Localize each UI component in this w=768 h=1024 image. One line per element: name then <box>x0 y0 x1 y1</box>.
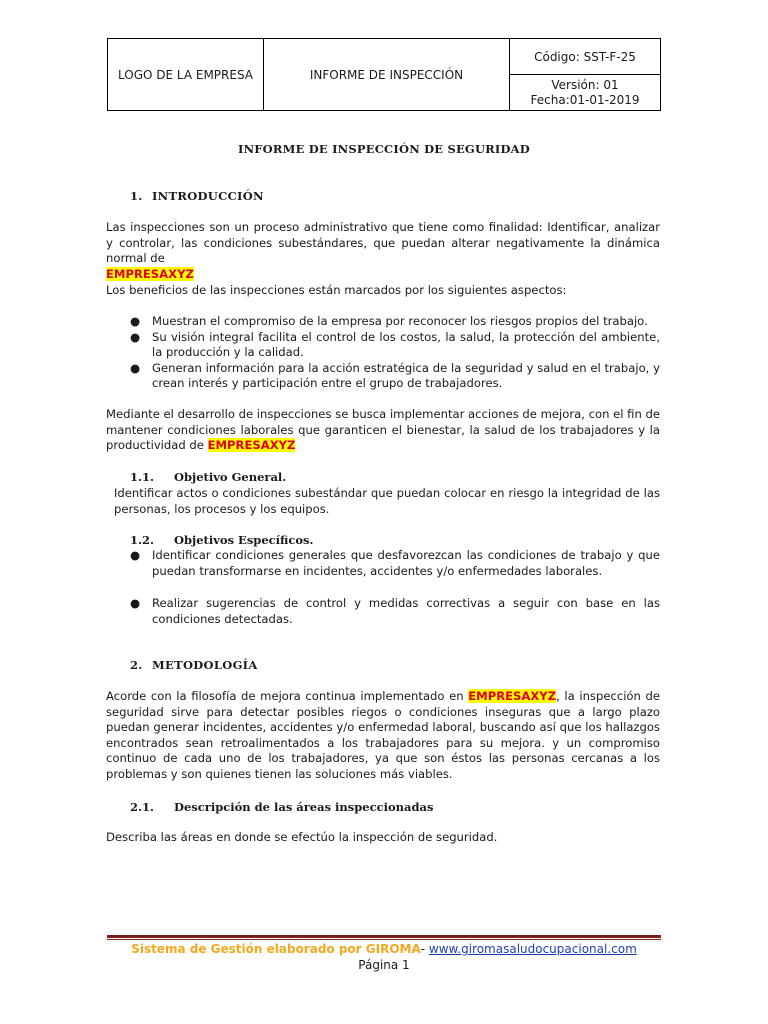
specific-objectives-list <box>130 548 660 579</box>
areas-description-text: Describa las áreas en donde se efectúo la inspección de seguridad. <box>106 830 498 844</box>
subsection-2-1-heading <box>130 800 433 814</box>
benefits-list <box>130 314 660 392</box>
header-table <box>107 38 661 111</box>
subsection-1-2-heading <box>130 533 314 547</box>
list-item-text: Identificar condiciones generales que desfavorezcan las condiciones de trabajo y que puedan transformarse en incidentes, accidentes y/o enfermedades laborales. <box>152 548 660 578</box>
methodology-text-b: , la inspección de seguridad sirve para detectar posibles riegos o condiciones inseguras que a largo plazo puedan generar incidentes, accidentes y/o enfermedad laboral, buscando así que los hallazgos encontrados sean retroalimentados a los trabajadores para su mejora. y un compromiso continuo de cada uno de los trabajadores, ya que son éstos las personas cercanas a los problemas y son quienes tienen las soluciones más viables. <box>106 689 660 781</box>
section-number: 2. <box>130 658 143 672</box>
document-name: INFORME DE INSPECCIÓN <box>264 39 510 110</box>
subsection-number: 2.1. <box>130 800 155 814</box>
bullet-icon: ● <box>130 329 141 344</box>
specific-objectives-list-2 <box>130 596 660 627</box>
general-objective-text: Identificar actos o condiciones subestándar que puedan colocar en riesgo la integridad de las personas, los procesos y los equipos. <box>114 486 660 516</box>
list-item-text: Generan información para la acción estratégica de la seguridad y salud en el trabajo, y crean interés y participación entre el grupo de trabajadores. <box>152 360 660 390</box>
subsection-number: 1.1. <box>130 470 155 484</box>
company-highlight: EMPRESAXYZ <box>207 438 296 452</box>
footer-separator: - <box>420 942 426 956</box>
document-control <box>510 39 660 110</box>
footer-divider-thin <box>107 939 661 940</box>
footer-divider-thick <box>107 935 661 938</box>
benefits-intro: Los beneficios de las inspecciones están marcados por los siguientes aspectos: <box>106 283 567 297</box>
section-title: INTRODUCCIÓN <box>152 189 264 203</box>
list-item <box>130 330 660 361</box>
document-version-date <box>510 75 660 110</box>
improvement-text: Mediante el desarrollo de inspecciones se busca implementar acciones de mejora, con el fin de mantener condiciones laborales que garanticen el bienestar, la salud de los trabajadores y la productividad de <box>106 407 660 452</box>
list-item <box>130 314 660 330</box>
document-date: Fecha:01-01-2019 <box>530 92 640 107</box>
intro-paragraph <box>106 220 660 282</box>
list-item <box>130 361 660 392</box>
bullet-icon: ● <box>130 360 141 375</box>
intro-text: Las inspecciones son un proceso administrativo que tiene como finalidad: Identificar, analizar y controlar, las condiciones subestándares, que puedan alterar negativamente la dinámica normal de <box>106 220 660 265</box>
document-code: Código: SST-F-25 <box>510 39 660 75</box>
footer-credit <box>107 942 661 956</box>
improvement-paragraph <box>106 407 660 454</box>
subsection-title: Objetivo General. <box>174 470 287 484</box>
company-logo-placeholder: LOGO DE LA EMPRESA <box>108 39 264 110</box>
methodology-text-a: Acorde con la filosofía de mejora continua implementado en <box>106 689 464 703</box>
subsection-title: Descripción de las áreas inspeccionadas <box>174 800 434 814</box>
document-title: INFORME DE INSPECCIÓN DE SEGURIDAD <box>238 142 530 156</box>
list-item-text: Realizar sugerencias de control y medidas correctivas a seguir con base en las condiciones detectadas. <box>152 596 660 626</box>
section-number: 1. <box>130 189 143 203</box>
section-1-heading <box>130 189 264 203</box>
company-highlight: EMPRESAXYZ <box>106 266 194 281</box>
subsection-1-1-heading <box>130 470 286 484</box>
subsection-title: Objetivos Específicos. <box>174 533 314 547</box>
methodology-paragraph <box>106 689 660 782</box>
footer-brand: Sistema de Gestión elaborado por GIROMA <box>131 942 421 956</box>
section-2-heading <box>130 658 258 672</box>
list-item-text: Muestran el compromiso de la empresa por reconocer los riesgos propios del trabajo. <box>152 314 648 328</box>
list-item-text: Su visión integral facilita el control de los costos, la salud, la protección del ambiente, la producción y la calidad. <box>152 329 660 359</box>
company-highlight: EMPRESAXYZ <box>468 689 557 703</box>
section-title: METODOLOGÍA <box>152 658 258 672</box>
page-number: Página 1 <box>358 958 410 972</box>
document-version: Versión: 01 <box>551 77 619 92</box>
list-item <box>130 548 660 579</box>
bullet-icon: ● <box>130 596 141 610</box>
footer-website-link[interactable]: www.giromasaludocupacional.com <box>428 942 637 956</box>
subsection-number: 1.2. <box>130 533 155 547</box>
bullet-icon: ● <box>130 314 141 328</box>
bullet-icon: ● <box>130 548 141 562</box>
list-item <box>130 596 660 627</box>
